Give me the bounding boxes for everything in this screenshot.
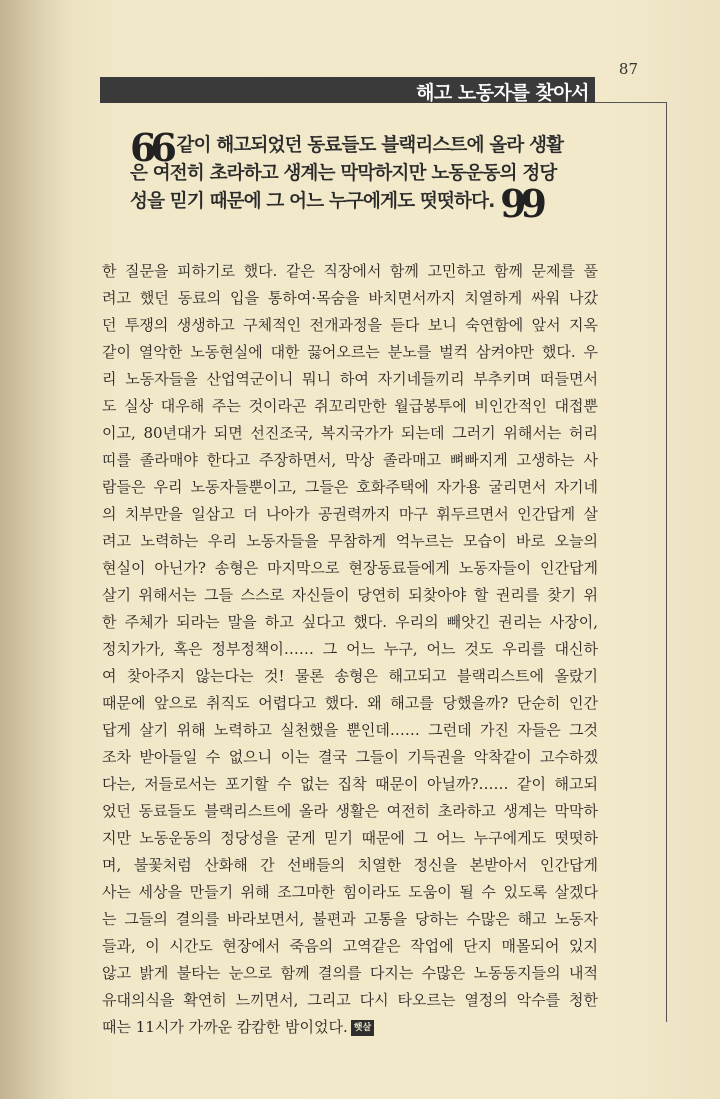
pull-quote-line: 은 여전히 초라하고 생계는 막막하지만 노동운동의 정당 — [130, 163, 557, 184]
body-line: 며, 불꽃처럼 산화해 간 선배들의 치열한 정신을 본받아서 인간답게 — [102, 856, 598, 874]
end-mark: 햇살 — [351, 1020, 374, 1036]
body-line: 는 그들의 결의를 바라보면서, 불편과 고통을 당하는 수많은 해고 노동자 — [102, 910, 598, 928]
body-line: 때문에 앞으로 취직도 어렵다고 했다. 왜 해고를 당했을까? 단순히 인간 — [102, 694, 598, 712]
pull-quote-line: 66 같이 해고되었던 동료들도 블랙리스트에 올라 생활 — [130, 125, 564, 170]
page-number: 87 — [618, 60, 638, 78]
body-line: 지만 노동운동의 정당성을 굳게 믿기 때문에 그 어느 누구에게도 떳떳하 — [102, 829, 598, 847]
article-body — [102, 258, 598, 1041]
section-header-bar — [100, 77, 595, 103]
body-line: 때는 11시가 가까운 캄캄한 밤이었다. 햇살 — [102, 1014, 598, 1041]
header-rule — [595, 102, 667, 103]
body-line: 려고 노력하는 우리 노동자들을 무참하게 억누르는 모습이 바로 오늘의 — [102, 532, 598, 550]
body-line: 정치가가, 혹은 정부정책이…… 그 어느 누구, 어느 것도 우리를 대신하 — [102, 640, 598, 658]
body-line: 사는 세상을 만들기 위해 조그마한 힘이라도 도움이 될 수 있도록 살겠다 — [102, 883, 598, 901]
body-line: 현실이 아닌가? 송형은 마지막으로 현장동료들에게 노동자들이 인간답게 — [102, 559, 598, 577]
body-line: 리 노동자들을 산업역군이니 뭐니 하여 자기네들끼리 부추키며 떠들면서 — [102, 370, 598, 388]
body-line: 이고, 80년대가 되면 선진조국, 복지국가가 되는데 그러기 위해서는 허리 — [102, 424, 598, 442]
close-quote-mark: 99 — [500, 181, 541, 226]
body-line: 같이 열악한 노동현실에 대한 끓어오르는 분노를 벌컥 삼켜야만 했다. 우 — [102, 343, 598, 361]
body-line: 었던 동료들도 블랙리스트에 올라 생활은 여전히 초라하고 생계는 막막하 — [102, 802, 598, 820]
body-line: 던 투쟁의 생생하고 구체적인 전개과정을 듣다 보니 숙연함에 앞서 지옥 — [102, 316, 598, 334]
binding-shadow — [0, 0, 70, 1099]
body-line: 답게 살기 위해 노력하고 실천했을 뿐인데…… 그런데 가진 자들은 그것 — [102, 721, 598, 739]
body-line: 띠를 졸라매야 한다고 주장하면서, 막상 졸라매고 뼈빠지게 고생하는 사 — [102, 451, 598, 469]
body-line: 다는, 저들로서는 포기할 수 없는 집착 때문이 아닐까?…… 같이 해고되 — [102, 775, 598, 793]
body-line: 의 치부만을 일삼고 더 나아가 공권력까지 마구 휘두르면서 인간답게 살 — [102, 505, 598, 523]
body-line: 살기 위해서는 그들 스스로 자신들이 당연히 되찾아야 할 권리를 찾기 위 — [102, 586, 598, 604]
body-line: 한 질문을 피하기로 했다. 같은 직장에서 함께 고민하고 함께 문제를 풀 — [102, 262, 598, 280]
pull-quote — [130, 125, 564, 226]
body-line: 조차 받아들일 수 없으니 이는 결국 그들이 기득권을 악착같이 고수하겠 — [102, 748, 598, 766]
body-line: 도 실상 대우해 주는 것이라곤 쥐꼬리만한 월급봉투에 비인간적인 대접뿐 — [102, 397, 598, 415]
pull-quote-line: 성을 믿기 때문에 그 어느 누구에게도 떳떳하다. 99 — [130, 181, 541, 226]
body-line: 한 주체가 되라는 말을 하고 싶다고 했다. 우리의 빼앗긴 권리는 사장이, — [102, 613, 598, 631]
right-margin-rule — [666, 102, 667, 1022]
body-line: 유대의식을 확연히 느끼면서, 그리고 다시 타오르는 열정의 악수를 청한 — [102, 991, 598, 1009]
body-line: 려고 했던 동료의 입을 통하여·목숨을 바치면서까지 치열하게 싸워 나갔 — [102, 289, 598, 307]
body-line: 여 찾아주지 않는다는 것! 물론 송형은 해고되고 블랙리스트에 올랐기 — [102, 667, 598, 685]
body-line: 람들은 우리 노동자들뿐이고, 그들은 호화주택에 자가용 굴리면서 자기네 — [102, 478, 598, 496]
body-line: 들과, 이 시간도 현장에서 죽음의 고역같은 작업에 단지 매몰되어 있지 — [102, 937, 598, 955]
open-quote-mark: 66 — [130, 125, 171, 170]
section-title: 해고 노동자를 찾아서 — [416, 82, 589, 104]
body-line: 않고 밝게 불타는 눈으로 함께 결의를 다지는 수많은 노동동지들의 내적 — [102, 964, 598, 982]
